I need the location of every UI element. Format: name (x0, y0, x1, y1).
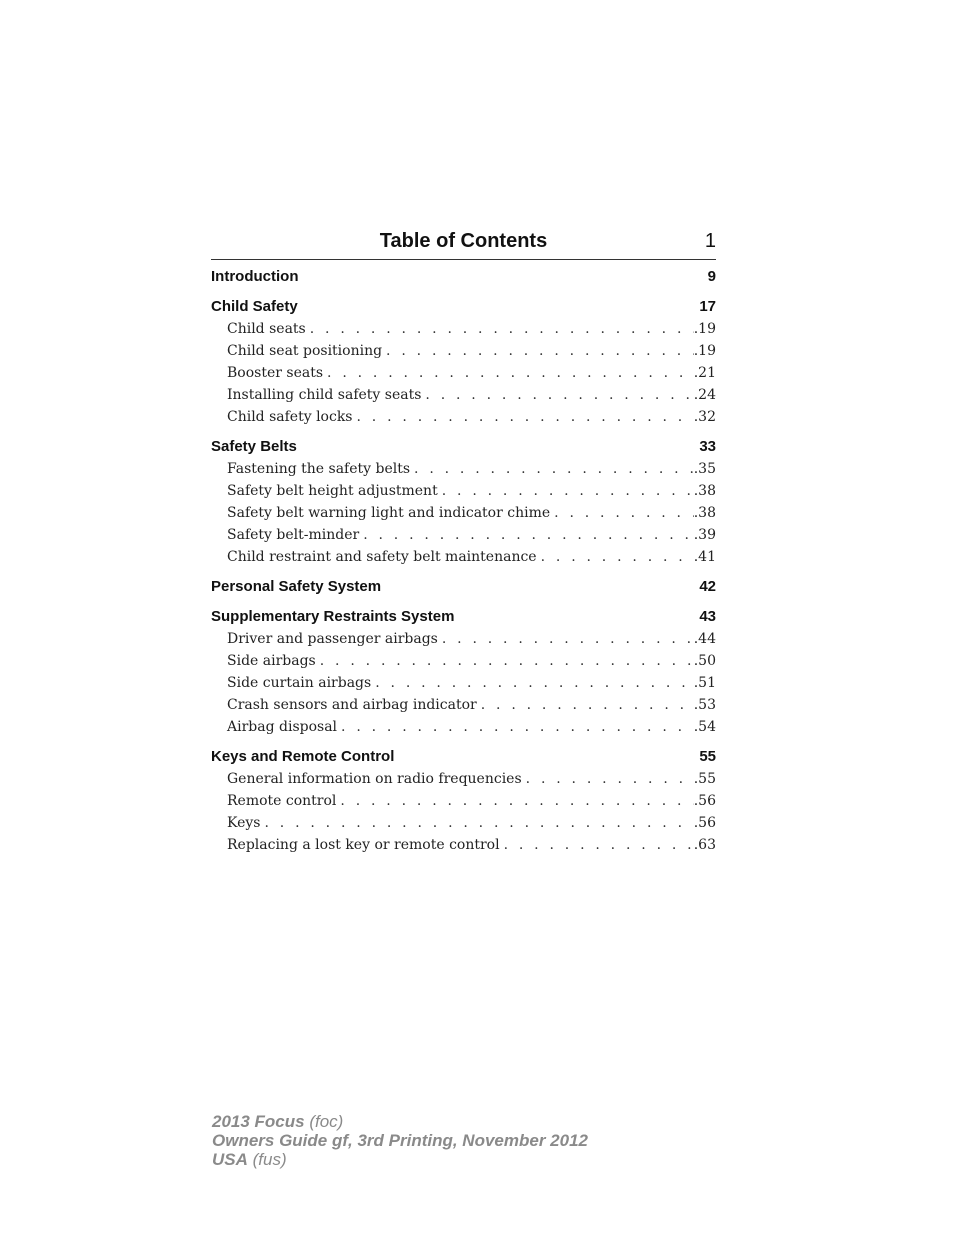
toc-entry-page: .63 (693, 837, 716, 853)
toc-section-title: Keys and Remote Control (211, 748, 395, 765)
toc-section-heading[interactable] (211, 606, 716, 628)
toc-entry-title: Keys (227, 815, 261, 831)
toc-section-page: 9 (707, 268, 716, 285)
toc-entry-title: Safety belt height adjustment (227, 483, 438, 499)
toc-entry[interactable] (211, 694, 716, 716)
toc-section-heading[interactable] (211, 266, 716, 288)
footer (212, 1112, 588, 1169)
page-number: 1 (704, 230, 716, 252)
toc-entry-page: .51 (693, 675, 716, 691)
toc-section (211, 606, 716, 738)
toc-section-title: Supplementary Restraints System (211, 608, 455, 625)
page-header (211, 228, 716, 260)
toc-entry-title: Remote control (227, 793, 337, 809)
toc-section-title: Safety Belts (211, 438, 297, 455)
footer-market-code: (fus) (252, 1150, 287, 1169)
toc-entry-title: Fastening the safety belts (227, 461, 411, 477)
dot-leader (477, 694, 694, 716)
toc-entry-page: .32 (693, 409, 716, 425)
page-title: Table of Contents (379, 230, 548, 252)
toc-entry-page: .53 (693, 697, 716, 713)
toc-entry-title: Child seats (227, 321, 306, 337)
toc-entry-title: Side curtain airbags (227, 675, 372, 691)
toc-section-page: 17 (699, 298, 716, 315)
toc-entry-page: .21 (693, 365, 716, 381)
dot-leader (550, 502, 694, 524)
toc-entry[interactable] (211, 546, 716, 568)
toc-entry-page: .39 (693, 527, 716, 543)
dot-leader (323, 362, 694, 384)
toc-section-title: Child Safety (211, 298, 298, 315)
toc-entry[interactable] (211, 812, 716, 834)
toc-entry[interactable] (211, 458, 716, 480)
toc-entry[interactable] (211, 362, 716, 384)
dot-leader (537, 546, 694, 568)
toc-entry-title: Child restraint and safety belt maintenance (227, 549, 537, 565)
toc-entry-page: .19 (693, 321, 716, 337)
toc-entry-title: Side airbags (227, 653, 316, 669)
footer-guide-line (212, 1131, 588, 1150)
dot-leader (316, 650, 694, 672)
dot-leader (306, 318, 694, 340)
toc-entry[interactable] (211, 406, 716, 428)
toc-section (211, 296, 716, 428)
toc-entry-page: .56 (693, 793, 716, 809)
toc-entry-title: Installing child safety seats (227, 387, 422, 403)
toc-entry-page: .54 (693, 719, 716, 735)
toc-entry[interactable] (211, 790, 716, 812)
toc-section-heading[interactable] (211, 436, 716, 458)
toc-entry-page: .55 (693, 771, 716, 787)
toc-entry-title: Safety belt-minder (227, 527, 360, 543)
dot-leader (359, 524, 694, 546)
dot-leader (371, 672, 694, 694)
toc-entry-page: .44 (693, 631, 716, 647)
toc-entry-title: Replacing a lost key or remote control (227, 837, 500, 853)
footer-model-code: (foc) (309, 1112, 344, 1131)
dot-leader (337, 716, 694, 738)
toc-entry[interactable] (211, 502, 716, 524)
toc-entry-title: Airbag disposal (227, 719, 338, 735)
toc-entry-title: Booster seats (227, 365, 324, 381)
toc-entry-page: .38 (693, 483, 716, 499)
footer-guide: Owners Guide gf, 3rd Printing, November 2012 (212, 1131, 588, 1150)
toc-section (211, 746, 716, 856)
toc-entry-page: .38 (693, 505, 716, 521)
toc-section-page: 42 (699, 578, 716, 595)
dot-leader (522, 768, 694, 790)
dot-leader (382, 340, 694, 362)
toc-entry-title: Driver and passenger airbags (227, 631, 438, 647)
toc-entry-page: .35 (693, 461, 716, 477)
table-of-contents (211, 266, 716, 864)
toc-section-page: 43 (699, 608, 716, 625)
toc-section-page: 55 (699, 748, 716, 765)
toc-section-title: Personal Safety System (211, 578, 382, 595)
toc-entry-title: Crash sensors and airbag indicator (227, 697, 477, 713)
toc-section (211, 576, 716, 598)
dot-leader (410, 458, 694, 480)
toc-entry-title: Child safety locks (227, 409, 353, 425)
toc-entry-title: General information on radio frequencies (227, 771, 522, 787)
toc-entry[interactable] (211, 318, 716, 340)
toc-entry[interactable] (211, 340, 716, 362)
toc-section-heading[interactable] (211, 296, 716, 318)
dot-leader (336, 790, 693, 812)
toc-section-heading[interactable] (211, 746, 716, 768)
toc-entry-page: .19 (693, 343, 716, 359)
toc-entry-page: .24 (693, 387, 716, 403)
toc-entry-page: .41 (693, 549, 716, 565)
dot-leader (421, 384, 693, 406)
toc-entry[interactable] (211, 768, 716, 790)
toc-entry[interactable] (211, 834, 716, 856)
toc-section (211, 266, 716, 288)
dot-leader (260, 812, 693, 834)
toc-entry-title: Child seat positioning (227, 343, 383, 359)
toc-entry[interactable] (211, 384, 716, 406)
toc-section-heading[interactable] (211, 576, 716, 598)
toc-entry[interactable] (211, 524, 716, 546)
toc-section-title: Introduction (211, 268, 299, 285)
dot-leader (353, 406, 694, 428)
toc-entry[interactable] (211, 628, 716, 650)
toc-entry-page: .50 (693, 653, 716, 669)
toc-entry[interactable] (211, 650, 716, 672)
footer-model: 2013 Focus (212, 1112, 305, 1131)
toc-section-page: 33 (699, 438, 716, 455)
toc-entry[interactable] (211, 480, 716, 502)
footer-market: USA (212, 1150, 248, 1169)
toc-entry-page: .56 (693, 815, 716, 831)
footer-model-line (212, 1112, 588, 1131)
footer-market-line (212, 1150, 588, 1169)
dot-leader (438, 628, 694, 650)
toc-entry[interactable] (211, 672, 716, 694)
toc-entry[interactable] (211, 716, 716, 738)
dot-leader (438, 480, 694, 502)
dot-leader (500, 834, 694, 856)
toc-section (211, 436, 716, 568)
toc-entry-title: Safety belt warning light and indicator chime (227, 505, 551, 521)
